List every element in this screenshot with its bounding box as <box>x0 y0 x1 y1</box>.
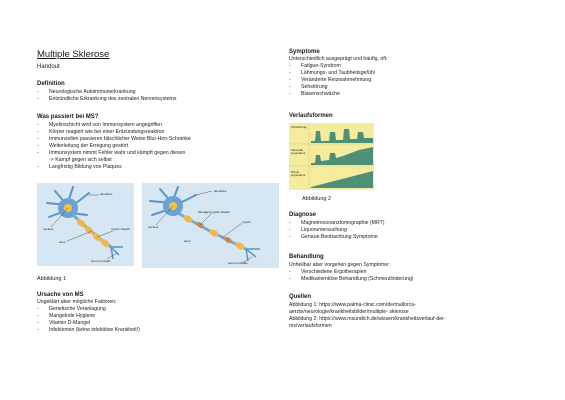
healthy-neuron-illustration <box>37 183 134 266</box>
fig1b-label-damaged-myelin: damaged myelin sheath <box>198 210 230 214</box>
list-item: - Verschiedene Ergotherapien <box>289 269 413 276</box>
treatment-list <box>289 269 413 283</box>
definition-heading: Definition <box>37 81 65 87</box>
document-subtitle: Handout <box>37 64 60 70</box>
chart-label-primary: Primär progredient <box>291 170 306 178</box>
list-item: - Körper reagiert wie bei einer Entzündungsreaktion <box>37 129 191 136</box>
what-happens-list <box>37 122 191 157</box>
fig1a-label-axon-terminals: axon terminals <box>91 259 111 263</box>
fig1b-label-myelin: myelin <box>242 220 251 224</box>
list-item: - Fatigue-Syndrom <box>289 63 375 70</box>
figure-2-caption: Abbildung 2 <box>302 196 332 202</box>
what-happens-list-end <box>37 164 122 171</box>
chart-label-secondary: Sekundär progredient <box>291 148 306 156</box>
chart-label-relapsing: Schubförmig <box>291 125 307 129</box>
course-chart-illustration <box>289 123 374 190</box>
fig1b-label-axon: axon <box>184 239 191 243</box>
fig1b-label-axon-terminals: axon terminals <box>228 261 248 265</box>
list-item: - Medikamentöse Behandlung (Schmerzlinderung) <box>289 276 413 283</box>
document-title: Multiple Sklerose <box>37 49 110 60</box>
figure-1-damaged-neuron <box>142 183 279 268</box>
list-item: - Neurologische Autoimmunerkrankung <box>37 89 176 96</box>
fig1b-label-dendrites: dendrites <box>214 189 227 193</box>
courses-heading: Verlaufsformen <box>289 113 333 119</box>
fig1a-label-axon: axon <box>59 240 66 244</box>
symptoms-heading: Symptome <box>289 49 320 55</box>
fig1a-label-myelin: myelin sheath <box>111 227 130 231</box>
list-item: - Sehstörung <box>289 84 375 91</box>
source-line: Abbildung 2: https://www.msundich.de/wissen/krankheitsverlauf-der- <box>289 316 446 322</box>
fig1b-label-nucleus: nucleus <box>148 225 159 229</box>
list-item: - Genaue Beobachtung Symptome <box>289 234 385 241</box>
figure-2-course-chart <box>289 123 374 190</box>
symptoms-list <box>289 63 375 98</box>
definition-list <box>37 89 176 103</box>
list-item: - Weiterleitung der Erregung gestört <box>37 143 191 150</box>
list-item: - Entzündliche Erkrankung des zentralen Nervensystems <box>37 96 176 103</box>
figure-1-caption: Abbildung 1 <box>37 276 67 282</box>
what-happens-note: -> Kampf gegen sich selbst <box>49 157 112 163</box>
sources-heading: Quellen <box>289 294 312 300</box>
list-item: - Vitamin D-Mangel <box>37 320 140 327</box>
symptoms-intro: Unterschiedlich ausgeprägt und häufig, oft: <box>289 56 388 62</box>
list-item: - Liquoruntersuchung <box>289 227 385 234</box>
treatment-intro: Unheilbar aber vorgehen gegen Symptome: <box>289 262 390 268</box>
cause-intro: Ungeklärt aber mögliche Faktoren: <box>37 299 117 305</box>
list-item: - Mangelnde Hygiene <box>37 313 140 320</box>
source-line: ms/verlaufsformen <box>289 323 332 329</box>
list-item: - Myelinschicht wird von Immunsystem angegriffen <box>37 122 191 129</box>
list-item: - Langfristig Bildung von Plaques <box>37 164 122 171</box>
list-item: - Immunzellen passieren fälschlicher Weise Blut-Hirn-Schranke <box>37 136 191 143</box>
source-line: Abbildung 1: https://www.palma-clinic.com/de/mallorca- <box>289 302 416 308</box>
cause-list <box>37 306 140 334</box>
list-item: - Genetische Veranlagung <box>37 306 140 313</box>
source-line: aerzte/neurologie/krankheitsbilder/multiple- sklerose <box>289 309 409 315</box>
list-item: - Lähmungs- und Taubheitsgefühl <box>289 70 375 77</box>
diagnosis-heading: Diagnose <box>289 212 317 218</box>
list-item: - Immunsystem nimmt Fehler wahr und kämpft gegen diesen <box>37 150 191 157</box>
figure-1-healthy-neuron <box>37 183 134 266</box>
list-item: - Infektionen (keine infektiöse Krankheit!) <box>37 327 140 334</box>
list-item: - Veränderte Reizwahrnehmung <box>289 77 375 84</box>
list-item: - Blasenschwäche <box>289 91 375 98</box>
fig1a-label-nucleus: nucleus <box>43 227 54 231</box>
damaged-neuron-illustration <box>142 183 279 268</box>
what-happens-heading: Was passiert bei MS? <box>37 114 99 120</box>
treatment-heading: Behandlung <box>289 254 324 260</box>
diagnosis-list <box>289 220 385 241</box>
list-item: - Magnetresonanztomographie (MRT) <box>289 220 385 227</box>
cause-heading: Ursache von MS <box>37 292 84 298</box>
fig1a-label-dendrites: dendrites <box>100 192 113 196</box>
